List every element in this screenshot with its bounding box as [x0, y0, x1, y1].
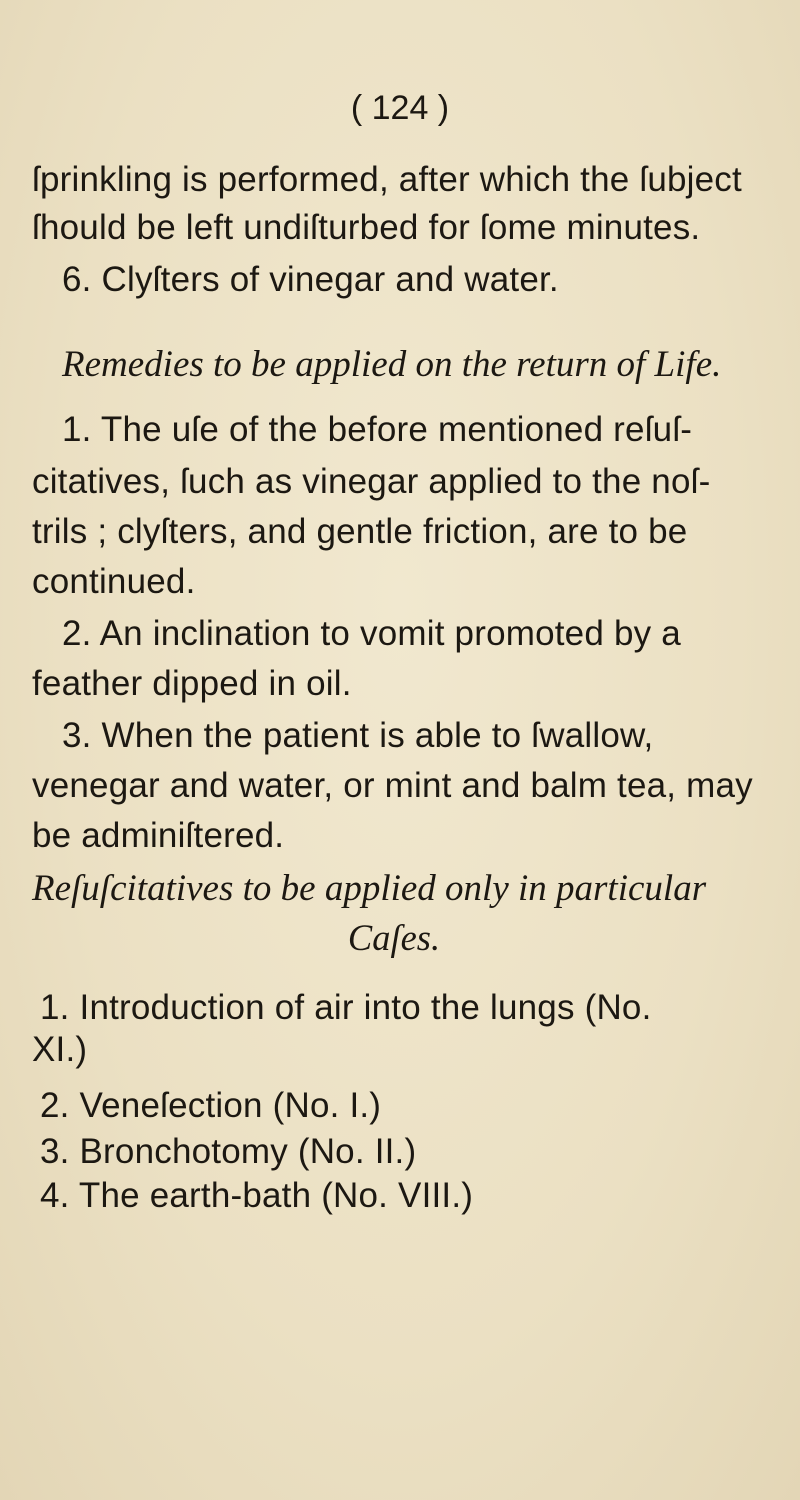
text-line: continued.: [32, 562, 196, 601]
text-line: 1. The uſe of the before mentioned reſuſ-: [62, 410, 693, 449]
text-line: citatives, ſuch as vinegar applied to the noſ-: [32, 462, 711, 501]
text-line: venegar and water, or mint and balm tea, may: [32, 766, 753, 805]
text-line: 2. Veneſection (No. I.): [40, 1086, 382, 1125]
text-line: be adminiſtered.: [32, 816, 285, 855]
text-line: XI.): [32, 1030, 88, 1069]
text-line: 2. An inclination to vomit promoted by a: [62, 614, 681, 653]
section-heading-resuscitatives-cont: Caſes.: [347, 918, 441, 959]
section-heading-remedies: Remedies to be applied on the return of Life.: [62, 344, 722, 385]
text-line: 4. The earth-bath (No. VIII.): [40, 1176, 474, 1215]
text-line: trils ; clyſters, and gentle friction, are to be: [32, 512, 688, 551]
section-heading-resuscitatives: Reſuſcitatives to be applied only in particular: [32, 868, 707, 909]
text-line: 3. Bronchotomy (No. II.): [40, 1132, 417, 1171]
text-line: feather dipped in oil.: [32, 664, 352, 703]
text-line: ſprinkling is performed, after which the ſubject: [32, 160, 742, 199]
text-line: 6. Clyſters of vinegar and water.: [62, 260, 559, 299]
text-line: ſhould be left undiſturbed for ſome minutes.: [32, 208, 701, 247]
text-line: 3. When the patient is able to ſwallow,: [62, 716, 654, 755]
page-number: ( 124 ): [350, 89, 450, 127]
text-line: 1. Introduction of air into the lungs (No.: [40, 988, 652, 1027]
